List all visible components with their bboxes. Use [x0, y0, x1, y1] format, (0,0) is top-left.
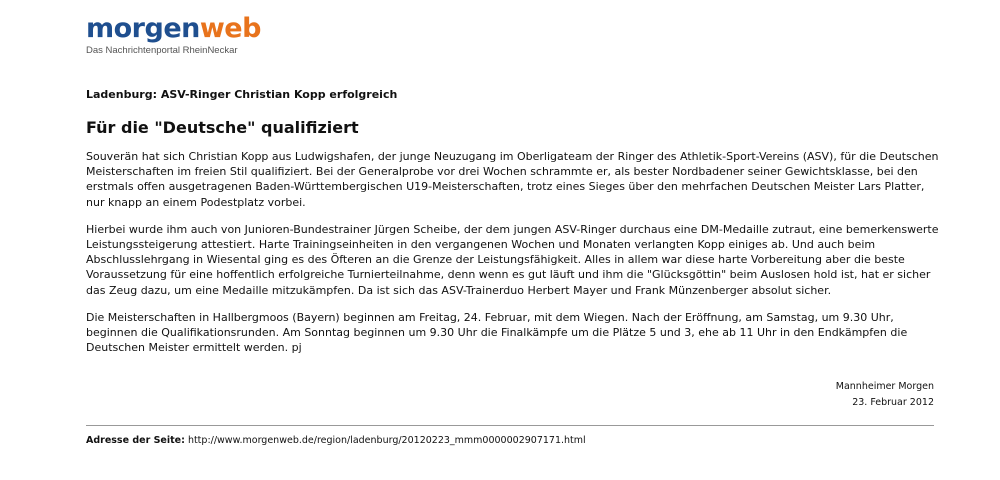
source-publication: Mannheimer Morgen	[835, 381, 934, 392]
article-paragraph-1: Souverän hat sich Christian Kopp aus Ludwigshafen, der junge Neuzugang im Oberligateam der Ringer des Athletik-Sport-Vereins (ASV), für die Deutschen Meisterschaften im freien Stil qualifiziert. Bei der Generalprobe vor drei Wochen schrammte er, als bester Nordbadener seiner Gewichtsklasse, bei den erstmals offen ausgetragenen Baden-Württembergischen U19-Meisterschaften, trotz eines Sieges über den mehrfachen Deutschen Meister Lars Platter, nur knapp an einem Podestplatz vorbei.	[86, 150, 939, 209]
page-address-url[interactable]: http://www.morgenweb.de/region/ladenburg/20120223_mmm0000002907171.html	[187, 435, 586, 446]
page-address	[86, 435, 586, 447]
morgenweb-logo[interactable]	[86, 14, 261, 56]
article-body	[86, 149, 946, 367]
logo-word-web: web	[199, 13, 261, 44]
article-kicker: Ladenburg: ASV-Ringer Christian Kopp erfolgreich	[86, 88, 398, 101]
page-address-label: Adresse der Seite:	[86, 435, 185, 446]
logo-tagline: Das Nachrichtenportal RheinNeckar	[86, 45, 238, 56]
publication-date: 23. Februar 2012	[852, 397, 934, 408]
footer-divider	[86, 425, 934, 426]
logo-wordmark	[86, 14, 261, 44]
article-paragraph-2: Hierbei wurde ihm auch von Junioren-Bundestrainer Jürgen Scheibe, der dem jungen ASV-Ringer durchaus eine DM-Medaille zutraut, eine bemerkenswerte Leistungssteigerung attestiert. Harte Trainingseinheiten in den vergangenen Wochen und Monaten verlangten Kopp einiges ab. Und auch beim Abschlusslehrgang in Wiesental ging es des Öfteren an die Grenze der Leistungsfähigkeit. Alles in allem war diese harte Vorbereitung aber die beste Voraussetzung für eine hoffentlich erfolgreiche Turnierteilnahme, denn wenn es gut läuft und ihm die "Glücksgöttin" beim Auslosen hold ist, hat er sicher das Zeug dazu, um eine Medaille mitzukämpfen. Da ist sich das ASV-Trainerduo Herbert Mayer und Frank Münzenberger absolut sicher.	[86, 222, 939, 297]
article-headline: Für die "Deutsche" qualifiziert	[86, 118, 359, 137]
logo-word-morgen: morgen	[86, 13, 200, 44]
article-paragraph-3: Die Meisterschaften in Hallbergmoos (Bayern) beginnen am Freitag, 24. Februar, mit dem Wiegen. Nach der Eröffnung, am Samstag, um 9.30 Uhr, beginnen die Qualifikationsrunden. Am Sonntag beginnen um 9.30 Uhr die Finalkämpfe um die Plätze 5 und 3, ehe ab 11 Uhr in den Endkämpfen die Deutschen Meister ermittelt werden. pj	[86, 310, 908, 355]
